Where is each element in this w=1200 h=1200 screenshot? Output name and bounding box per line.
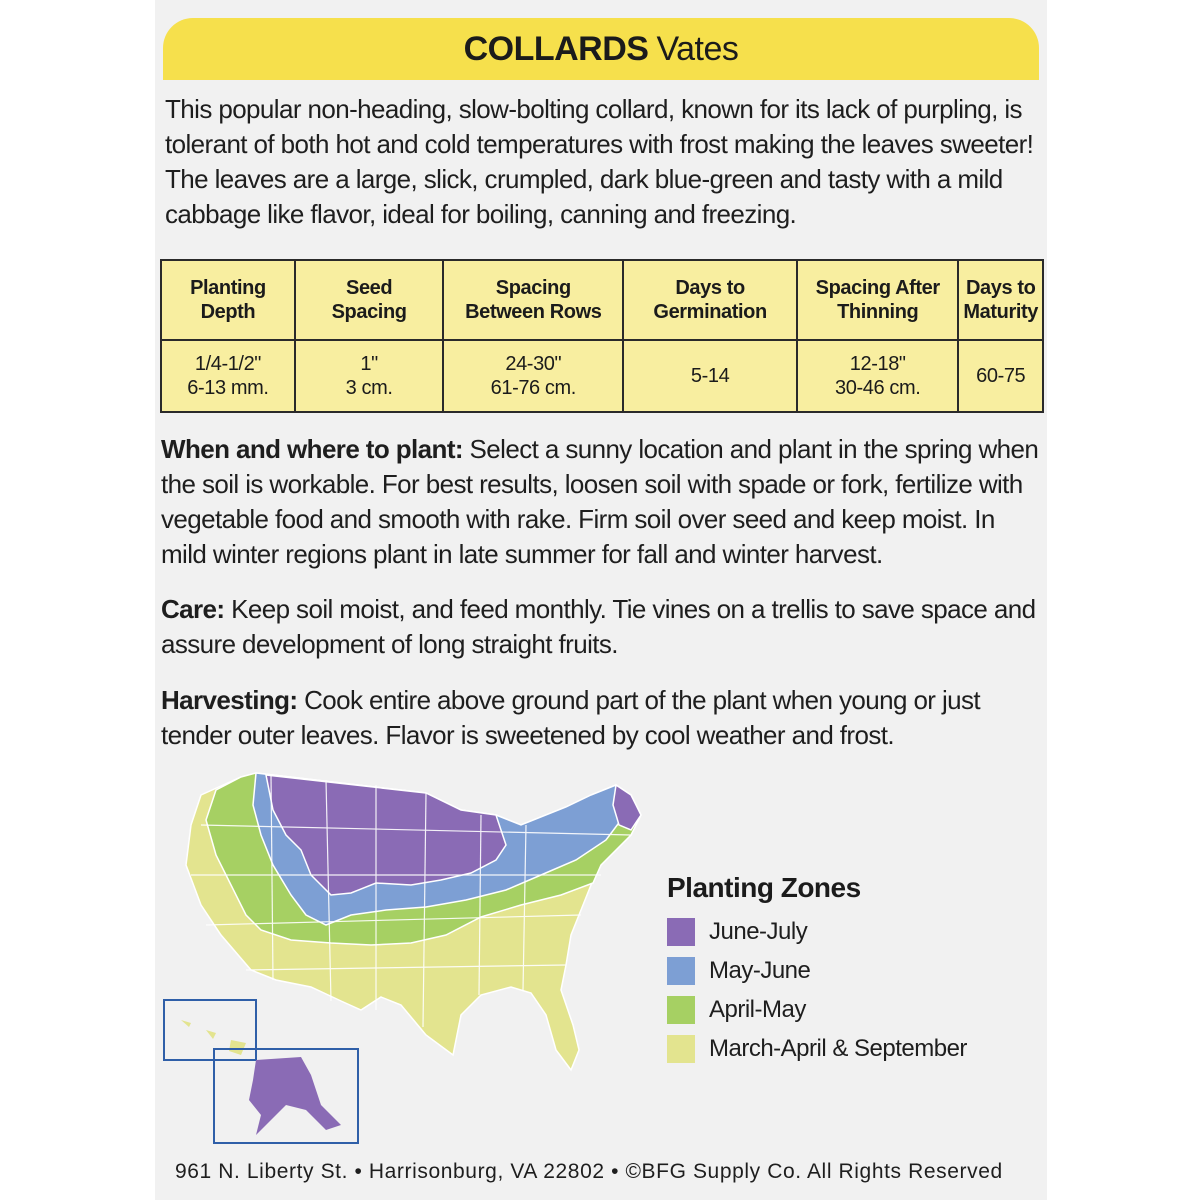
when-where-section	[161, 432, 1045, 572]
planting-zone-map	[161, 765, 681, 1145]
value-spacing-after-thinning: 12-18" 30-46 cm.	[797, 340, 958, 412]
alaska-shape	[249, 1057, 341, 1135]
legend-item	[667, 912, 1047, 951]
legend-item	[667, 990, 1047, 1029]
when-where-heading: When and where to plant:	[161, 434, 463, 464]
care-section	[161, 592, 1045, 662]
legend-label: April-May	[709, 995, 806, 1023]
legend-title: Planting Zones	[667, 872, 861, 903]
table-row	[161, 340, 1043, 412]
value-days-to-maturity: 60-75	[958, 340, 1043, 412]
legend-swatch-green	[667, 996, 695, 1024]
harvesting-heading: Harvesting:	[161, 685, 298, 715]
value-planting-depth: 1/4-1/2" 6-13 mm.	[161, 340, 295, 412]
value-days-to-germination: 5-14	[623, 340, 797, 412]
when-where-text: Select a sunny location and plant in the spring when the soil is workable. For best results, loosen soil with spade or fork, fertilize with vegetable food and smooth with rake. Firm soil over seed and keep moist. In mild winter regions plant in late summer for fall and winter harvest.	[161, 434, 1039, 569]
harvesting-section	[161, 683, 1045, 753]
value-spacing-between-rows: 24-30" 61-76 cm.	[443, 340, 623, 412]
description: This popular non-heading, slow-bolting collard, known for its lack of purpling, is tolerant of both hot and cold temperatures with frost making the leaves sweeter! The leaves are a large, slick, crumpled, dark blue-green and tasty with a mild cabbage like flavor, ideal for boiling, canning and freezing.	[165, 94, 1034, 229]
legend-label: May-June	[709, 956, 811, 984]
legend-item	[667, 951, 1047, 990]
seed-packet-back	[155, 0, 1047, 1200]
harvesting-text: Cook entire above ground part of the plant when young or just tender outer leaves. Flavor is sweetened by cool weather and frost.	[161, 685, 981, 750]
legend-item	[667, 1029, 1047, 1068]
planting-zones-legend	[667, 872, 1047, 1068]
header-spacing-after-thinning: Spacing After Thinning	[797, 260, 958, 340]
header-days-to-maturity: Days to Maturity	[958, 260, 1043, 340]
crop-name: COLLARDS	[463, 29, 649, 68]
legend-swatch-yellow	[667, 1035, 695, 1063]
planting-specs-table	[160, 259, 1044, 413]
legend-label: June-July	[709, 917, 808, 945]
legend-swatch-blue	[667, 957, 695, 985]
us-map-illustration	[161, 765, 681, 1145]
care-heading: Care:	[161, 594, 225, 624]
header-planting-depth: Planting Depth	[161, 260, 295, 340]
variety-name: Vates	[656, 29, 739, 68]
header-seed-spacing: Seed Spacing	[295, 260, 444, 340]
table-header-row	[161, 260, 1043, 340]
value-seed-spacing: 1" 3 cm.	[295, 340, 444, 412]
publisher-footer: 961 N. Liberty St. • Harrisonburg, VA 22802 • ©BFG Supply Co. All Rights Reserved	[175, 1160, 1003, 1183]
legend-label: March-April & September	[709, 1034, 967, 1062]
header-spacing-between-rows: Spacing Between Rows	[443, 260, 623, 340]
legend-swatch-purple	[667, 918, 695, 946]
header-days-to-germination: Days to Germination	[623, 260, 797, 340]
title-banner	[163, 18, 1039, 80]
care-text: Keep soil moist, and feed monthly. Tie vines on a trellis to save space and assure development of long straight fruits.	[161, 594, 1036, 659]
